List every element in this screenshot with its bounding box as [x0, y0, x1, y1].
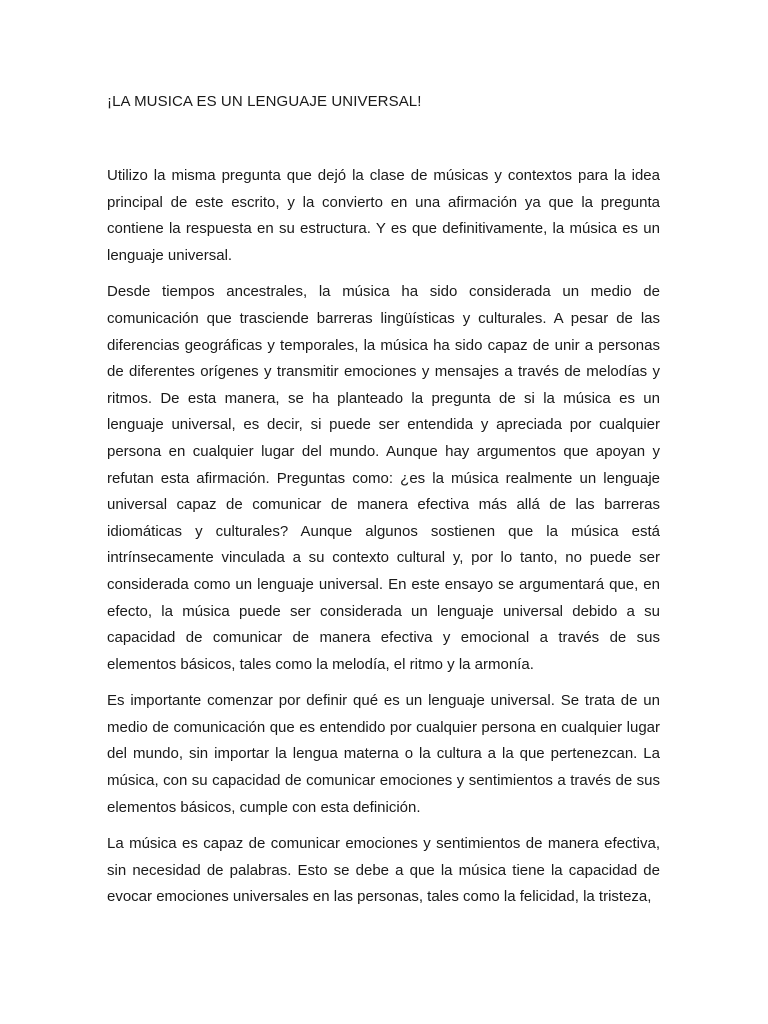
document-body: [107, 163, 660, 921]
paragraph-emotions: La música es capaz de comunicar emociones y sentimientos de manera efectiva, sin necesidad de palabras. Esto se debe a que la música tiene la capacidad de evocar emociones universales en las personas, tales como la felicidad, la tristeza,: [107, 835, 660, 906]
paragraph-history: Desde tiempos ancestrales, la música ha sido considerada un medio de comunicación que trasciende barreras lingüísticas y culturales. A pesar de las diferencias geográficas y temporales, la música ha sido capaz de unir a personas de diferentes orígenes y transmitir emociones y mensajes a través de melodías y ritmos. De esta manera, se ha planteado la pregunta de si la música es un lenguaje universal, es decir, si puede ser entendida y apreciada por cualquier persona en cualquier lugar del mundo. Aunque hay argumentos que apoyan y refutan esta afirmación. Preguntas como: ¿es la música realmente un lenguaje universal capaz de comunicar de manera efectiva más allá de las barreras idiomáticas y culturales? Aunque algunos sostienen que la música está intrínsecamente vinculada a su contexto cultural y, por lo tanto, no puede ser considerada como un lenguaje universal. En este ensayo se argumentará que, en efecto, la música puede ser considerada un lenguaje universal debido a su capacidad de comunicar de manera efectiva y emocional a través de sus elementos básicos, tales como la melodía, el ritmo y la armonía.: [107, 283, 660, 673]
paragraph-definition: Es importante comenzar por definir qué es un lenguaje universal. Se trata de un medio de comunicación que es entendido por cualquier persona en cualquier lugar del mundo, sin importar la lengua materna o la cultura a la que pertenezcan. La música, con su capacidad de comunicar emociones y sentimientos a través de sus elementos básicos, cumple con esta definición.: [107, 692, 660, 816]
paragraph-intro: Utilizo la misma pregunta que dejó la clase de músicas y contextos para la idea principal de este escrito, y la convierto en una afirmación ya que la pregunta contiene la respuesta en su estructura. Y es que definitivamente, la música es un lenguaje universal.: [107, 167, 660, 264]
document-title: ¡LA MUSICA ES UN LENGUAJE UNIVERSAL!: [107, 93, 422, 110]
